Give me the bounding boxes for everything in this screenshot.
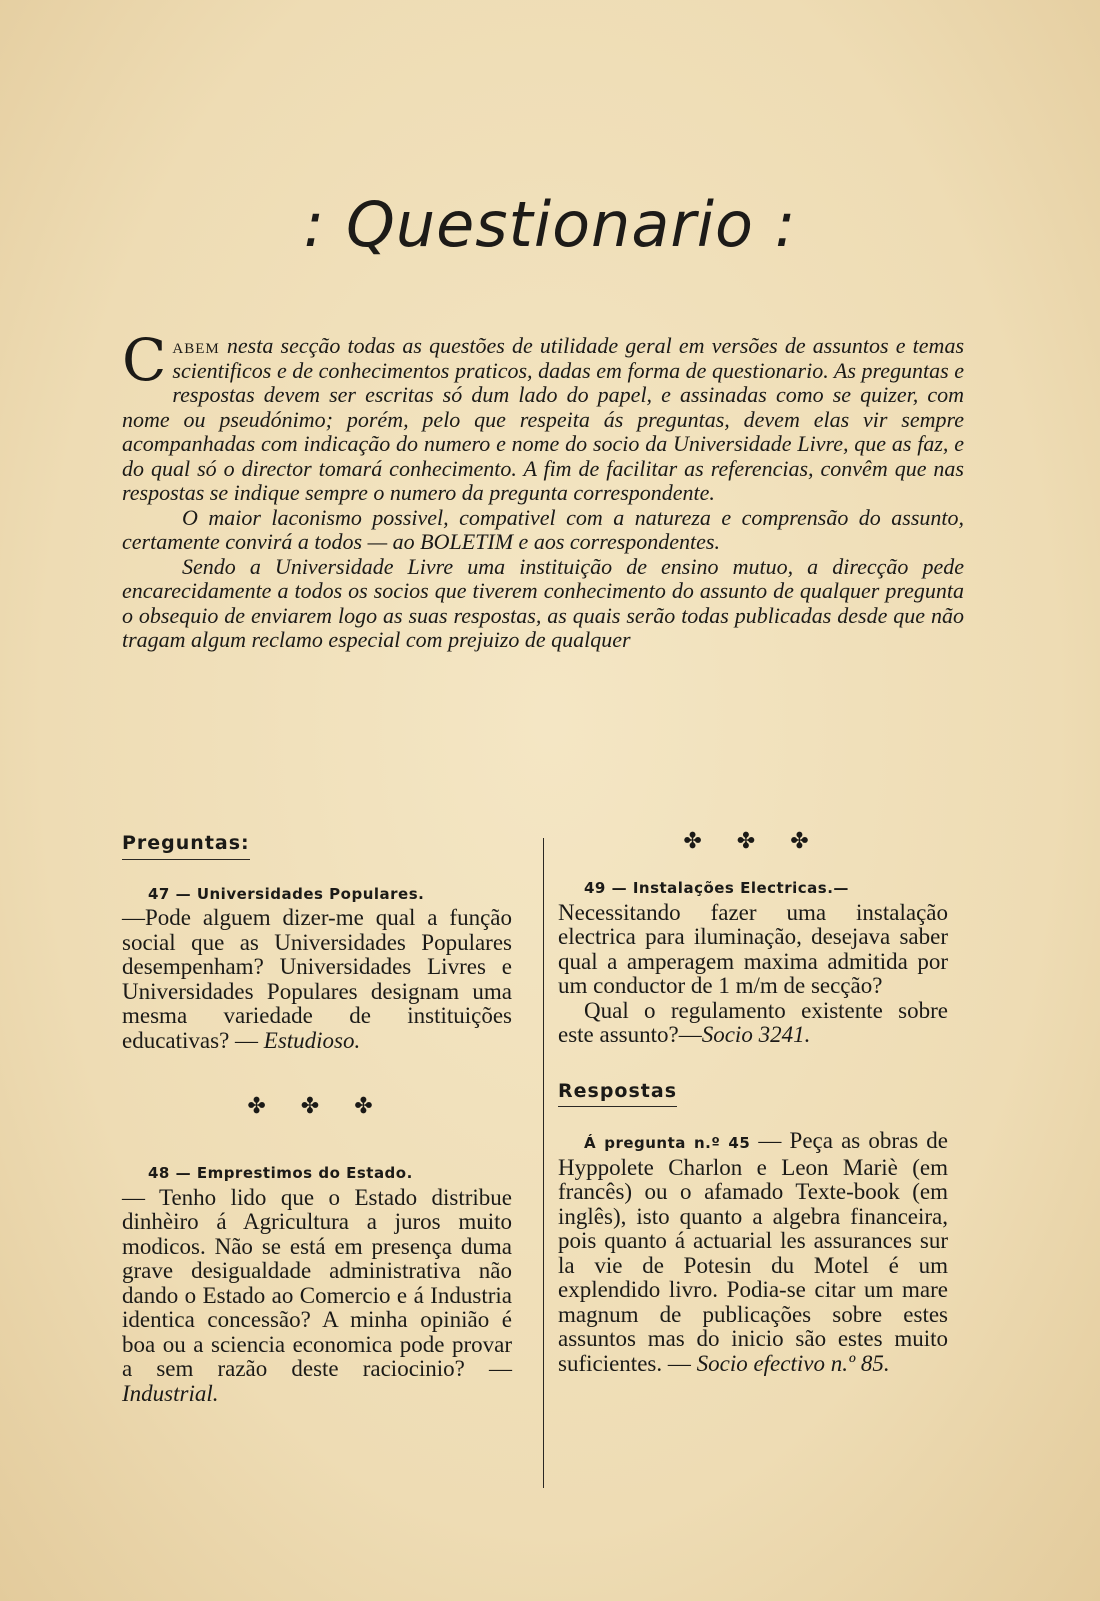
ornament-divider: ✤ ✤ ✤ [683,829,823,854]
question-49-text-2: Qual o regulamento existente sobre este assunto?— [558,997,948,1047]
answer-45-title: Á pregunta n.º 45 [584,1134,751,1152]
question-49-text: Necessitando fazer uma instalação electrica para iluminação, desejava saber qual a amperagem maxima admitida por um conductor de 1 m/m de secção? [558,899,948,998]
intro-lead-word: abem [172,333,220,358]
question-49-signature: Socio 3241. [701,1022,811,1047]
column-divider [543,838,544,1488]
answer-45-text: — Peça as obras de Hyppolete Charlon e Leon Mariè (em francês) ou o afamado Texte-book (em inglês), isto quanto a algebra financeira, pois quanto á actuarial les assurances sur la vie de Potesin du Motel é um explendido livro. Podia-se citar um mare magnum de publicações sobre estes assuntos mas do inicio são estes muito suficientes. — [558,1128,948,1376]
question-47-text: —Pode alguem dizer-me qual a função social que as Universidades Populares desempenham? Universidades Livres e Universidades Populares designam uma mesma variedade de instituições educativas? — [122,905,512,1053]
question-47-signature: Estudioso. [263,1027,361,1053]
intro-paragraph-1 [122,326,965,506]
intro-section [122,326,965,653]
intro-paragraph-3: Sendo a Universidade Livre uma instituição de ensino mutuo, a direcção pede encarecidamente a todos os socios que tiverem conhecimento do assunto de qualquer pregunta o obsequio de enviarem logo as suas respostas, as quais serão todas publicadas desde que não tragam algum reclamo especial com prejuizo de qualquer [122,553,964,652]
question-48-signature: Industrial. [122,1380,219,1406]
question-48-text: — Tenho lido que o Estado distribue dinhèiro á Agricultura a juros muito modicos. Não se está em presença duma grave desigualdade administrativa não dando o Estado ao Comercio e á Industria identica concessão? A minha opinião é boa ou a sciencia economica pode provar a sem razão deste raciocinio? — [122,1184,512,1381]
drop-cap: C [122,326,167,394]
left-column [122,830,512,1406]
ornament-divider: ✤ ✤ ✤ [247,1094,387,1119]
right-column [558,830,948,1376]
answer-45-signature: Socio efectivo n.º 85. [696,1350,890,1376]
page-title: : Questionario : [303,188,797,261]
respostas-heading: Respostas [558,1079,677,1108]
intro-paragraph-2: O maior laconismo possivel, compativel com a natureza e comprensão do assunto, certamente convirá a todos — ao BOLETIM e aos correspondentes. [122,504,964,554]
intro-text-1: nesta secção todas as questões de utilidade geral em versões de assuntos e temas scientificos e de conhecimentos praticos, dadas em forma de questionario. As preguntas e respostas devem ser escritas só dum lado do papel, e assinadas como se quizer, com nome ou pseudónimo; porém, pelo que respeita ás preguntas, devem elas vir sempre acompanhadas com indicação do numero e nome do socio da Universidade Livre, que as faz, e do qual só o director tomará conhecimento. A fim de facilitar as referencias, convêm que nas respostas se indique sempre o numero da pregunta correspondente. [122,333,965,505]
question-48-title: 48 — Emprestimos do Estado. [148,1164,413,1182]
question-47 [122,906,512,1053]
answer-45 [558,1129,948,1376]
question-48 [122,1186,512,1407]
preguntas-heading: Preguntas: [122,831,250,860]
question-49-title: 49 — Instalações Electricas.— [584,879,849,897]
question-49-followup [558,999,948,1048]
question-47-title: 47 — Universidades Populares. [148,884,425,903]
